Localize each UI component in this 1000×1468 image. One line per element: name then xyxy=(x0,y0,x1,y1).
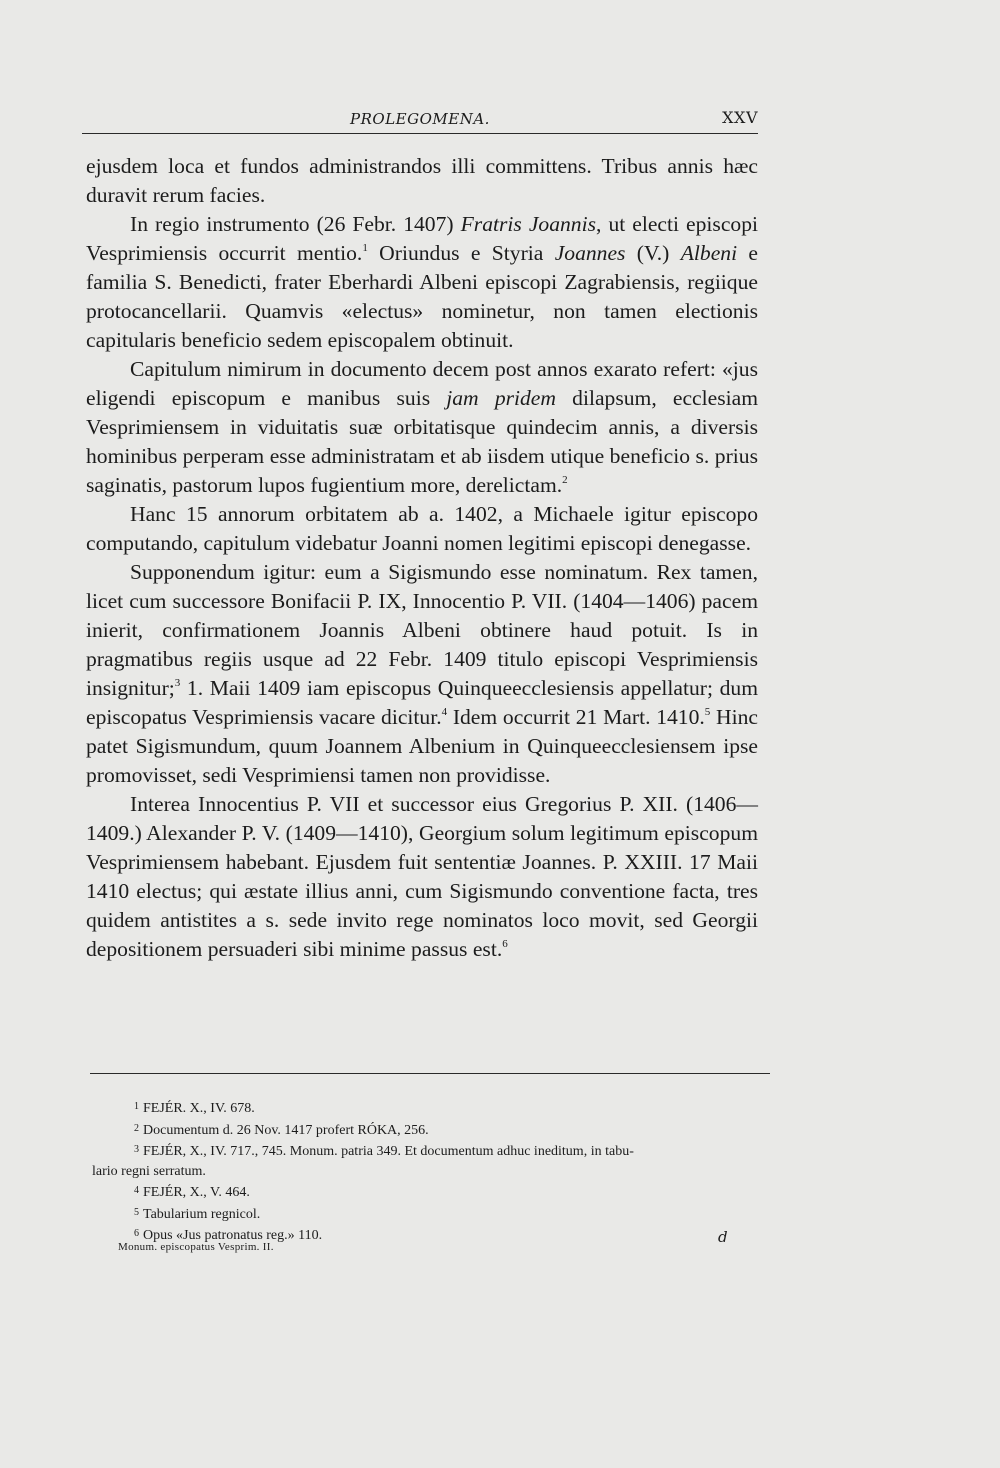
footnote-marker: 4 xyxy=(134,1185,139,1196)
paragraph: Supponendum igitur: eum a Sigismundo esse nominatum. Rex tamen, licet cum successore Bonifacii P. IX, Innocentio P. VII. (1404—1406) pacem inierit, confirmationem Joannis Albeni obtinere haud potuit. Is in pragmatibus regiis usque ad 22 Febr. 1409 titulo episcopi Vesprimiensis insignitur;$^3$ 1. Maii 1409 iam episcopus Quinqueecclesiensis appellatur; dum episcopatus Vesprimiensis vacare dicitur.$^4$ Idem occurrit 21 Mart. 1410.$^5$ Hinc patet Sigismundum, quum Joannem Albenium in Quinqueecclesiensem ipse promovisset, sedi Vesprimiensi tamen non providisse. xyxy=(86,560,758,787)
signature-mark: d xyxy=(718,1228,728,1246)
footnotes xyxy=(92,1097,768,1246)
footnote-text: Opus «Jus patronatus reg.» 110. xyxy=(143,1228,323,1243)
footnote-marker: 5 xyxy=(134,1206,139,1218)
signature-imprint: Monum. episcopatus Vesprim. II. xyxy=(118,1241,274,1253)
paragraph: ejusdem loca et fundos administrandos illi committens. Tribus annis hæc duravit rerum facies. xyxy=(86,154,758,207)
running-title: PROLEGOMENA. xyxy=(350,110,490,128)
paragraph: In regio instrumento (26 Febr. 1407) Fratris Joannis, ut electi episcopi Vesprimiensis occurrit mentio.$^1$ Oriundus e Styria Joannes (V.) Albeni e familia S. Benedicti, frater Eberhardi Albeni episcopi Zagrabiensis, regiique protocancellarii. Quamvis «electus» nominetur, non tamen electionis capitularis beneficio sedem episcopalem obtinuit. xyxy=(86,212,758,352)
footnote-text: Tabularium regnicol. xyxy=(143,1206,261,1222)
footnote-marker: 3 xyxy=(134,1144,139,1155)
page-number: XXV xyxy=(722,108,758,127)
footnote xyxy=(92,1097,768,1119)
footnote-continuation: lario regni serratum. xyxy=(92,1163,206,1179)
footnote xyxy=(92,1181,768,1203)
paragraph: Capitulum nimirum in documento decem post annos exarato refert: «jus eligendi episcopum e manibus suis jam pridem dilapsum, ecclesiam Vesprimiensem in viduitatis suæ orbitatisque quindecim annis, a diversis hominibus perperam esse administratam et ab iisdem utique beneficio s. prius saginatis, pastorum lupos fugientium more, derelictam.$^2$ xyxy=(86,357,759,497)
footnote-marker: 1 xyxy=(134,1101,139,1112)
paragraph: Interea Innocentius P. VII et successor eius Gregorius P. XII. (1406—1409.) Alexander P. V. (1409—1410), Georgium solum legitimum episcopum Vesprimiensem habebant. Ejusdem fuit sententiæ Joannes. P. XXIII. 17 Maii 1410 electus; qui æstate illius anni, cum Sigismundo conventione facta, tres quidem antistites a s. sede invito rege nominatos loco movit, sed Georgii depositionem persuaderi sibi minime passus est.$^6$ xyxy=(86,792,758,961)
footnote-marker: 2 xyxy=(134,1122,139,1134)
footnote-rule xyxy=(90,1073,770,1074)
footnote-text: FEJÉR, X., V. 464. xyxy=(143,1185,250,1200)
footnote-text: FEJÉR, X., IV. 717., 745. Monum. patria 349. Et documentum adhuc ineditum, in tabu- xyxy=(143,1144,634,1159)
header-rule xyxy=(82,133,758,134)
running-head xyxy=(82,108,758,132)
footnote xyxy=(92,1203,768,1225)
paragraph: Hanc 15 annorum orbitatem ab a. 1402, a Michaele igitur episcopo computando, capitulum videbatur Joanni nomen legitimi episcopi denegasse. xyxy=(86,502,758,555)
footnote-text: FEJÉR. X., IV. 678. xyxy=(143,1101,255,1116)
footnote-text: Documentum d. 26 Nov. 1417 profert RÓKA, 256. xyxy=(143,1122,429,1138)
footnote xyxy=(92,1119,768,1141)
footnote xyxy=(92,1140,768,1162)
body-text xyxy=(86,152,758,964)
footnote-marker: 6 xyxy=(134,1228,139,1239)
